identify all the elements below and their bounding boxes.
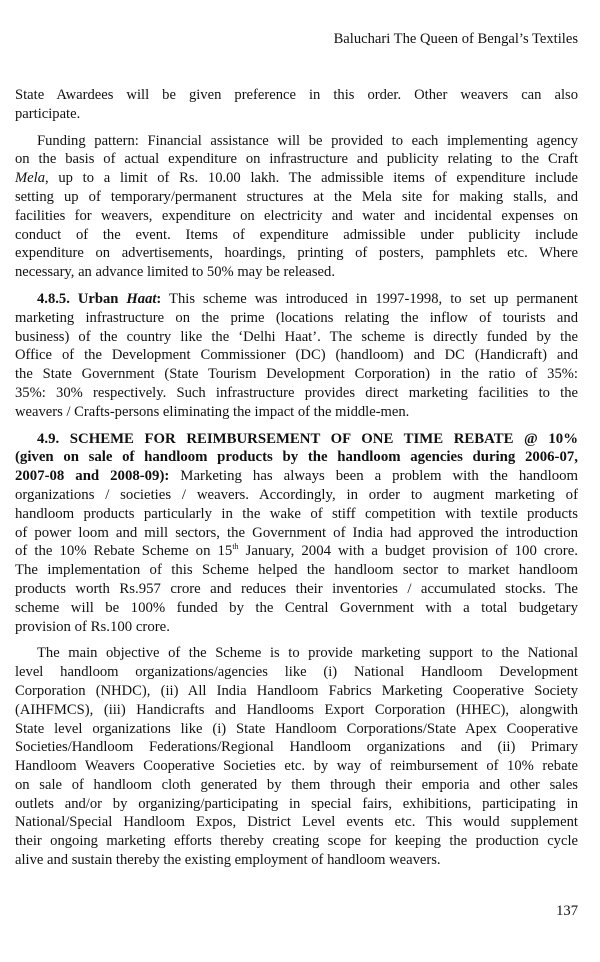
text-line: handloom products particularly in the wake of stiff competition with textile products <box>15 505 578 522</box>
text-line: alive and sustain thereby the existing employment of handloom weavers. <box>15 852 441 869</box>
text-line <box>15 448 578 467</box>
text-segment: This scheme was introduced in 1997-1998, to set up permanent <box>161 290 578 307</box>
text-line: National/Special Handloom Expos, District Level events etc. This would supplement <box>15 814 578 831</box>
running-head-title: Baluchari The Queen of Bengal’s Textiles <box>333 31 578 47</box>
text-line: Funding pattern: Financial assistance will be provided to each implementing agency <box>37 132 578 149</box>
text-segment: Marketing has always been a problem with the handloom <box>169 468 578 485</box>
text-line: Office of the Development Commissioner (DC) (handloom) and DC (Handicraft) and <box>15 347 578 364</box>
text-line: participate. <box>15 105 81 122</box>
text-line: The implementation of this Scheme helped the handloom sector to market handloom <box>15 562 578 579</box>
text-line: level handloom organizations/agencies like (i) National Handloom Development <box>15 664 578 681</box>
text-segment: January, 2004 with a budget provision of 100 crore. <box>238 543 578 560</box>
text-line: products worth Rs.957 crore and reduces their inventories / accumulated stocks. The <box>15 580 578 597</box>
text-line: Corporation (NHDC), (ii) All India Handloom Fabrics Marketing Cooperative Society <box>15 682 578 699</box>
text-line: Handloom Weavers Cooperative Societies etc. by way of reimbursement of 10% rebate <box>15 758 578 775</box>
text-line: on the basis of actual expenditure on infrastructure and publicity relating to the Craft <box>15 151 578 168</box>
text-line: of power loom and mill sectors, the Government of India had approved the introduction <box>15 524 578 541</box>
emphasis-text: Mela <box>15 170 45 187</box>
text-line: weavers / Crafts-persons eliminating the impact of the middle-men. <box>15 403 410 420</box>
text-line: on sale of handloom cloth generated by them through their emporia and other sales <box>15 776 578 793</box>
text-line <box>15 169 578 188</box>
text-line: necessary, an advance limited to 50% may be released. <box>15 264 335 281</box>
paragraph <box>15 86 578 124</box>
paragraph <box>15 132 578 282</box>
text-line: The main objective of the Scheme is to provide marketing support to the National <box>37 645 578 662</box>
emphasis-text: 2007-08 and 2008-09): <box>15 468 170 485</box>
text-line: expenditure on advertisements, hoardings, printing of posters, pamphlets etc. Where <box>15 245 578 262</box>
text-line: organizations / societies / weavers. Accordingly, in order to augment marketing of <box>15 486 578 503</box>
text-line: 35%: 30% respectively. Such infrastructure provides direct marketing facilities to the <box>15 384 578 401</box>
text-line: the State Government (State Tourism Development Corporation) in the ratio of 35%: <box>15 366 578 383</box>
text-line: State level organizations like (i) State Handloom Corporations/State Apex Cooperative <box>15 720 578 737</box>
text-segment: of the 10% Rebate Scheme on 15 <box>15 543 233 560</box>
emphasis-text: 4.9. SCHEME FOR REIMBURSEMENT OF ONE TIME REBATE @ 10% <box>37 430 578 447</box>
emphasis-text: 4.8.5. Urban <box>37 290 127 307</box>
text-line: business) of the country like the ‘Delhi Haat’. The scheme is directly funded by the <box>15 328 578 345</box>
text-line <box>15 467 578 486</box>
page-number: 137 <box>556 903 578 919</box>
text-line <box>15 290 578 309</box>
emphasis-text: (given on sale of handloom products by the handloom agencies during 2006-07, <box>15 449 578 466</box>
section-heading-paragraph <box>15 430 578 637</box>
paragraph <box>15 644 578 870</box>
text-line: provision of Rs.100 crore. <box>15 618 170 635</box>
text-line: (AIHFMCS), (iii) Handicrafts and Handlooms Export Corporation (HHEC), alongwith <box>15 701 578 718</box>
text-line: scheme will be 100% funded by the Central Government with a total budgetary <box>15 599 578 616</box>
text-line: their ongoing marketing efforts thereby creating scope for keeping the production cycle <box>15 833 578 850</box>
text-segment: , up to a limit of Rs. 10.00 lakh. The admissible items of expenditure include <box>45 170 578 187</box>
text-line <box>15 542 578 561</box>
text-line <box>15 430 578 449</box>
text-line: outlets and/or by organizing/participating in special fairs, exhibitions, participating in <box>15 795 578 812</box>
body-text <box>15 86 578 870</box>
superscript: th <box>232 542 239 552</box>
text-line: Societies/Handloom Federations/Regional Handloom organizations and (ii) Primary <box>15 739 578 756</box>
text-line: facilities for weavers, expenditure on electricity and water and incidental expenses on <box>15 207 578 224</box>
paragraph <box>15 290 578 422</box>
text-line: marketing infrastructure on the prime (locations relating the inflow of tourists and <box>15 309 578 326</box>
emphasis-text: Haat <box>126 290 157 307</box>
text-line: setting up of temporary/permanent structures at the Mela site for making stalls, and <box>15 188 578 205</box>
emphasis-text: : <box>156 290 162 307</box>
text-line: State Awardees will be given preference in this order. Other weavers can also <box>15 87 578 103</box>
text-line: conduct of the event. Items of expenditure admissible under publicity include <box>15 226 578 243</box>
